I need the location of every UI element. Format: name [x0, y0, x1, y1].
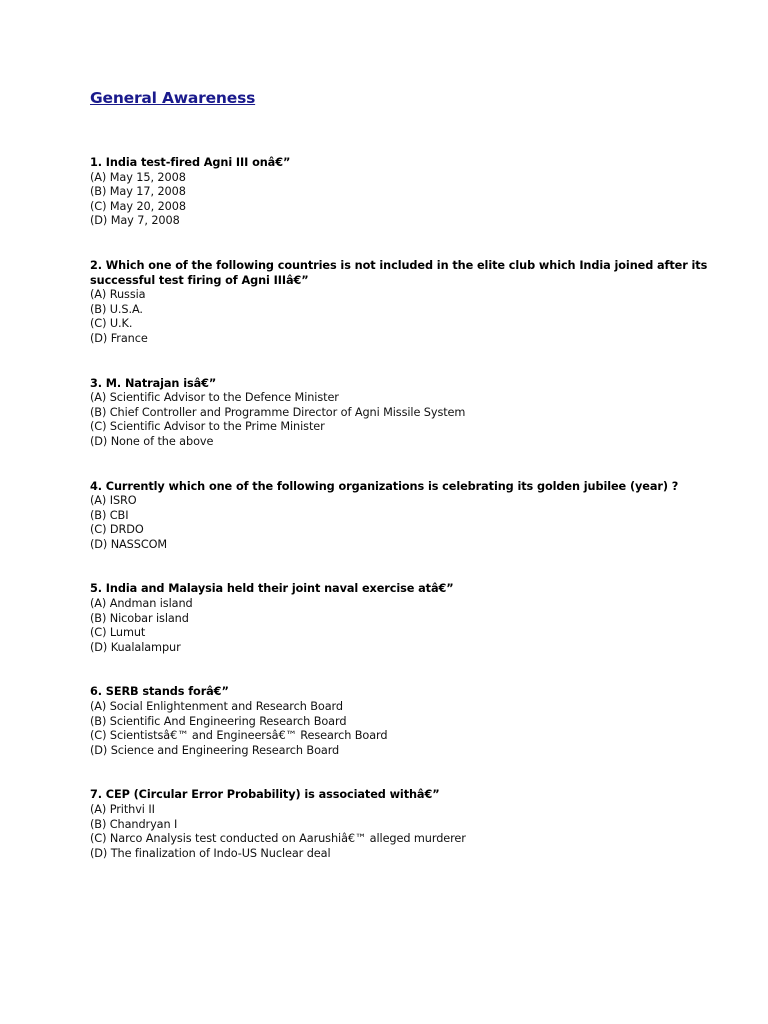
question-text: 2. Which one of the following countries is not included in the elite club which India joined after its successful test firing of Agni IIIâ€”	[90, 258, 708, 287]
answer-option-b: (B) Scientific And Engineering Research Board	[90, 714, 347, 728]
answer-option-b: (B) Chief Controller and Programme Director of Agni Missile System	[90, 405, 466, 419]
answer-option-d: (D) None of the above	[90, 434, 214, 448]
answer-option-a: (A) Social Enlightenment and Research Board	[90, 700, 343, 714]
answer-option-a: (A) Prithvi II	[90, 803, 155, 816]
answer-option-c: (C) U.K.	[90, 317, 133, 331]
question-4	[90, 480, 730, 553]
answer-option-a: (A) Russia	[90, 288, 146, 302]
answer-option-d: (D) Science and Engineering Research Board	[90, 743, 340, 757]
answer-options	[90, 171, 730, 229]
answer-options	[90, 391, 730, 449]
answer-options	[90, 597, 730, 655]
answer-option-d: (D) May 7, 2008	[90, 214, 180, 228]
question-text: 6. SERB stands forâ€”	[90, 685, 229, 699]
question-3	[90, 377, 730, 450]
question-6	[90, 685, 730, 758]
answer-options	[90, 288, 730, 346]
question-7	[90, 788, 730, 861]
question-text: 4. Currently which one of the following organizations is celebrating its golden jubilee (year) ?	[90, 479, 679, 493]
answer-option-c: (C) Narco Analysis test conducted on Aarushiâ€™ alleged murderer	[90, 832, 466, 846]
answer-option-d: (D) NASSCOM	[90, 537, 168, 551]
question-text: 5. India and Malaysia held their joint naval exercise atâ€”	[90, 582, 454, 596]
question-text: 3. M. Natrajan isâ€”	[90, 376, 217, 390]
answer-option-b: (B) Chandryan I	[90, 817, 178, 831]
answer-option-c: (C) DRDO	[90, 523, 144, 537]
question-text: 7. CEP (Circular Error Probability) is associated withâ€”	[90, 788, 440, 802]
answer-option-c: (C) Scientific Advisor to the Prime Minister	[90, 420, 325, 434]
answer-option-c: (C) May 20, 2008	[90, 199, 186, 213]
answer-options	[90, 803, 730, 861]
answer-option-c: (C) Lumut	[90, 626, 146, 640]
question-2	[90, 259, 730, 347]
answer-option-a: (A) Andman island	[90, 597, 193, 611]
answer-option-a: (A) ISRO	[90, 494, 137, 508]
answer-option-d: (D) Kualalampur	[90, 640, 181, 654]
answer-option-d: (D) France	[90, 331, 148, 345]
answer-option-b: (B) Nicobar island	[90, 611, 189, 625]
answer-option-a: (A) May 15, 2008	[90, 170, 186, 184]
answer-options	[90, 494, 730, 552]
question-1	[90, 156, 730, 229]
answer-options	[90, 700, 730, 758]
answer-option-b: (B) U.S.A.	[90, 302, 143, 316]
answer-option-d: (D) The finalization of Indo-US Nuclear deal	[90, 846, 331, 860]
question-text: 1. India test-fired Agni III onâ€”	[90, 156, 291, 169]
answer-option-c: (C) Scientistsâ€™ and Engineersâ€™ Research Board	[90, 729, 388, 743]
answer-option-b: (B) May 17, 2008	[90, 185, 186, 199]
answer-option-b: (B) CBI	[90, 508, 129, 522]
question-5	[90, 582, 730, 655]
answer-option-a: (A) Scientific Advisor to the Defence Minister	[90, 391, 339, 405]
document-title: General Awareness	[90, 89, 256, 107]
document-page	[90, 88, 730, 891]
